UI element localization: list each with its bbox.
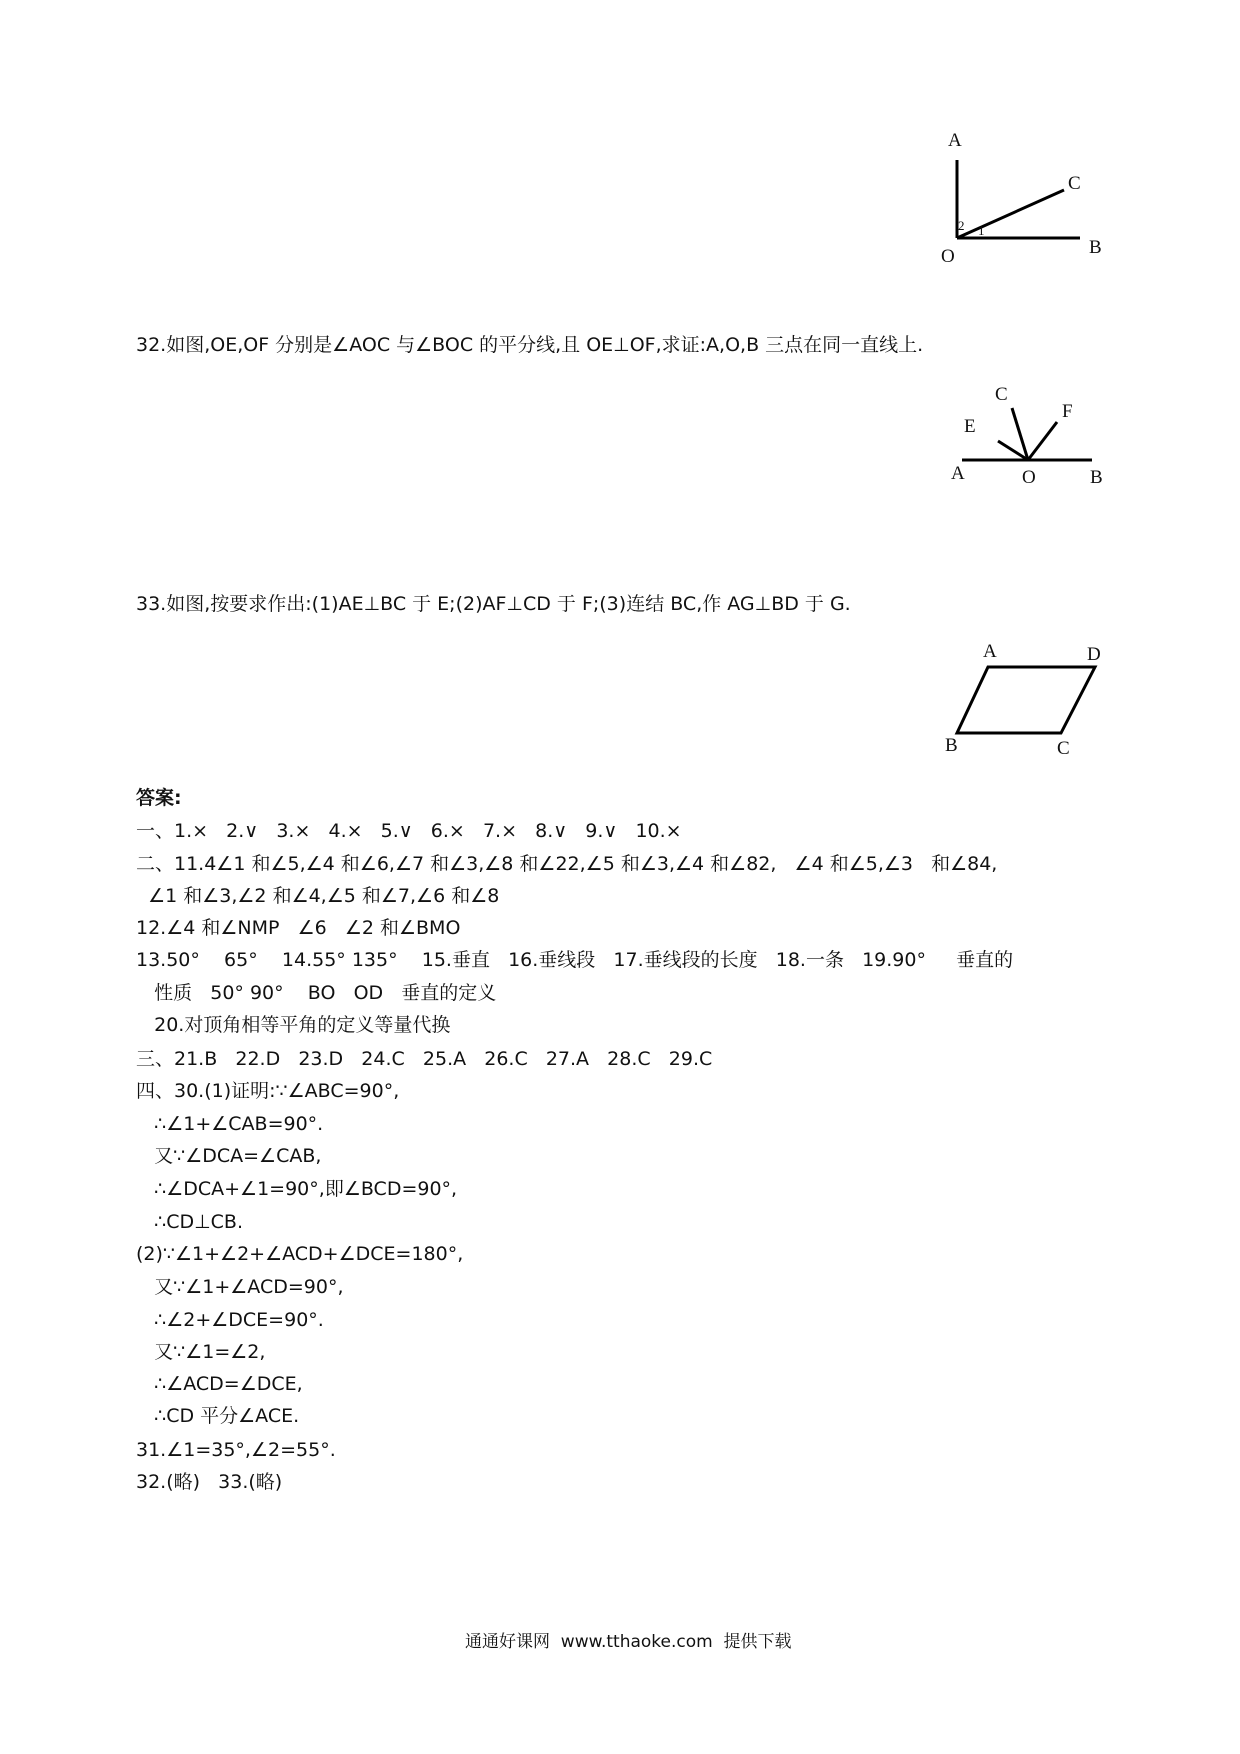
label-C-q31: C	[1068, 173, 1081, 194]
label-angle2-q31: 2	[958, 218, 965, 233]
label-A-q31: A	[948, 130, 962, 151]
answer-line: ∠1 和∠3,∠2 和∠4,∠5 和∠7,∠6 和∠8	[136, 885, 500, 907]
answer-line: 二、11.4∠1 和∠5,∠4 和∠6,∠7 和∠3,∠8 和∠22,∠5 和∠3,∠4 和∠82, ∠4 和∠5,∠3 和∠84,	[136, 853, 998, 875]
label-O-q31: O	[941, 246, 955, 267]
label-angle1-q31: 1	[978, 223, 985, 238]
ray-OC	[957, 190, 1064, 238]
answer-line: 一、1.× 2.∨ 3.× 4.× 5.∨ 6.× 7.× 8.∨ 9.∨ 10.×	[136, 820, 682, 842]
answer-line: 三、21.B 22.D 23.D 24.C 25.A 26.C 27.A 28.C 29.C	[136, 1048, 713, 1070]
answer-line: 31.∠1=35°,∠2=55°.	[136, 1439, 336, 1461]
answer-line: (2)∵∠1+∠2+∠ACD+∠DCE=180°,	[136, 1243, 464, 1265]
answer-line: ∴∠DCA+∠1=90°,即∠BCD=90°,	[136, 1178, 458, 1200]
answer-line: 又∵∠1+∠ACD=90°,	[136, 1276, 344, 1298]
answer-line: ∴CD⊥CB.	[136, 1211, 243, 1233]
footer-source: 通通好课网 www.tthaoke.com 提供下载	[465, 1632, 792, 1652]
label-D-q33: D	[1087, 644, 1101, 665]
label-O-q32: O	[1022, 467, 1036, 488]
label-A-q33: A	[983, 641, 997, 662]
parallelogram-ABCD	[957, 667, 1095, 733]
label-B-q32: B	[1090, 467, 1103, 488]
answer-line: 又∵∠DCA=∠CAB,	[136, 1145, 322, 1167]
answer-line: 20.对顶角相等平角的定义等量代换	[136, 1014, 451, 1036]
answer-line: 13.50° 65° 14.55° 135° 15.垂直 16.垂线段 17.垂线段的长度 18.一条 19.90° 垂直的	[136, 949, 1014, 971]
label-C-q32: C	[995, 384, 1008, 405]
label-B-q31: B	[1089, 237, 1102, 258]
label-C-q33: C	[1057, 738, 1070, 759]
ray-OF	[1028, 422, 1057, 460]
answer-line: ∴∠ACD=∠DCE,	[136, 1373, 303, 1395]
label-A-q32: A	[951, 463, 965, 484]
figure-q31	[940, 150, 1090, 260]
answer-line: 又∵∠1=∠2,	[136, 1341, 266, 1363]
answer-line: 四、30.(1)证明:∵∠ABC=90°,	[136, 1080, 400, 1102]
answers-heading: 答案:	[136, 787, 182, 809]
answer-line: 12.∠4 和∠NMP ∠6 ∠2 和∠BMO	[136, 917, 461, 939]
answer-line: 性质 50° 90° BO OD 垂直的定义	[136, 982, 497, 1004]
answer-line: 32.(略) 33.(略)	[136, 1471, 283, 1493]
question-32-text: 32.如图,OE,OF 分别是∠AOC 与∠BOC 的平分线,且 OE⊥OF,求证:A,O,B 三点在同一直线上.	[136, 334, 924, 356]
label-F-q32: F	[1062, 401, 1073, 422]
label-B-q33: B	[945, 735, 958, 756]
label-E-q32: E	[964, 416, 976, 437]
figure-q33	[950, 660, 1100, 740]
answer-line: ∴∠1+∠CAB=90°.	[136, 1113, 324, 1135]
answer-line: ∴CD 平分∠ACE.	[136, 1405, 300, 1427]
question-33-text: 33.如图,按要求作出:(1)AE⊥BC 于 E;(2)AF⊥CD 于 F;(3)连结 BC,作 AG⊥BD 于 G.	[136, 593, 851, 615]
answer-line: ∴∠2+∠DCE=90°.	[136, 1309, 324, 1331]
